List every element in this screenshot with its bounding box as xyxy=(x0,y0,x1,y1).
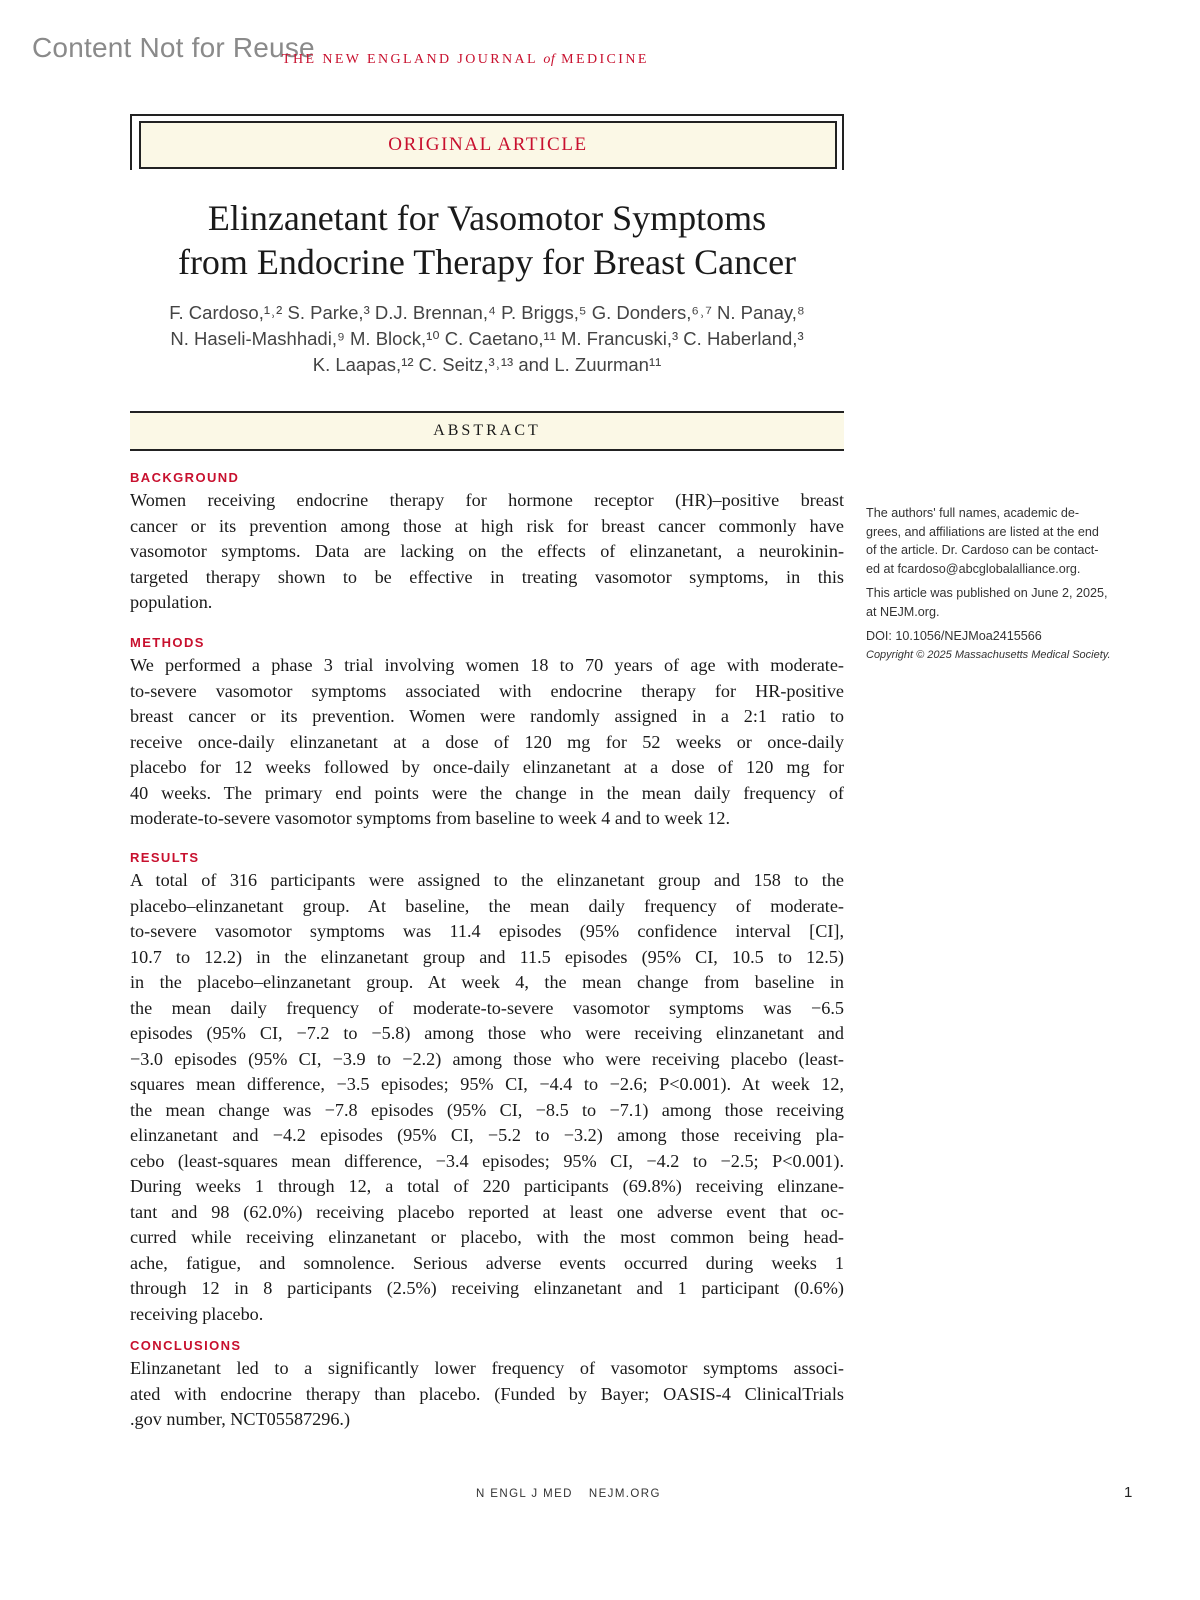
journal-name-post: MEDICINE xyxy=(555,52,649,67)
body-line: moderate-to-severe vasomotor symptoms from baseline to week 4 and to week 12. xyxy=(130,808,731,828)
section-heading: CONCLUSIONS xyxy=(130,1338,242,1353)
publication-note xyxy=(866,584,1156,621)
title-line: from Endocrine Therapy for Breast Cancer xyxy=(177,242,797,282)
section-body xyxy=(130,1356,844,1433)
section-heading: METHODS xyxy=(130,635,205,650)
sidebar-line: This article was published on June 2, 2025, xyxy=(866,586,1108,600)
page-number: 1 xyxy=(1124,1484,1133,1501)
section-body xyxy=(130,653,844,832)
body-line: placebo for 12 weeks followed by once-daily elinzanetant at a dose of 120 mg for xyxy=(130,757,844,777)
section-heading: BACKGROUND xyxy=(130,470,240,485)
sidebar-line: grees, and affiliations are listed at the end xyxy=(866,524,1099,539)
body-line: vasomotor symptoms. Data are lacking on the effects of elinzanetant, a neurokinin- xyxy=(130,541,844,561)
footer-site: NEJM.ORG xyxy=(588,1488,661,1500)
journal-name-pre: THE NEW ENGLAND JOURNAL xyxy=(282,52,544,67)
section-background xyxy=(130,468,844,616)
page-footer xyxy=(476,1488,661,1500)
doi-text: DOI: 10.1056/NEJMoa2415566 xyxy=(866,629,1042,643)
body-line: .gov number, NCT05587296.) xyxy=(130,1409,351,1429)
section-methods xyxy=(130,633,844,832)
body-line: receiving placebo. xyxy=(130,1303,264,1324)
section-body xyxy=(130,868,844,1327)
body-line: During weeks 1 through 12, a total of 220 participants (69.8%) receiving elinzane- xyxy=(130,1176,844,1196)
body-line: placebo–elinzanetant group. At baseline, the mean daily frequency of moderate- xyxy=(130,895,844,916)
body-line: 10.7 to 12.2) in the elinzanetant group and 11.5 episodes (95% CI, 10.5 to 12.5) xyxy=(130,946,844,967)
body-line: through 12 in 8 participants (2.5%) receiving elinzanetant and 1 participant (0.6%) xyxy=(130,1278,844,1298)
body-line: Elinzanetant led to a significantly lower frequency of vasomotor symptoms associ- xyxy=(130,1358,844,1378)
sidebar-line: of the article. Dr. Cardoso can be contact- xyxy=(866,543,1099,557)
article-sidebar xyxy=(866,504,1156,664)
body-line: the mean change was −7.8 episodes (95% CI, −8.5 to −7.1) among those receiving xyxy=(130,1099,844,1120)
affiliation-note xyxy=(866,504,1156,578)
author-line: N. Haseli-Mashhadi,⁹ M. Block,¹⁰ C. Caetano,¹¹ M. Francuski,³ C. Haberland,³ xyxy=(170,328,804,349)
section-results xyxy=(130,848,844,1327)
body-line: squares mean difference, −3.5 episodes; 95% CI, −4.4 to −2.6; P<0.001). At week 12, xyxy=(130,1074,844,1094)
body-line: We performed a phase 3 trial involving women 18 to 70 years of age with moderate- xyxy=(130,655,844,675)
body-line: receive once-daily elinzanetant at a dose of 120 mg for 52 weeks or once-daily xyxy=(130,731,844,752)
sidebar-line: ed at fcardoso@abcglobalalliance.org. xyxy=(866,561,1081,576)
watermark: Content Not for Reuse xyxy=(32,32,315,63)
sidebar-line: at NEJM.org. xyxy=(866,604,940,619)
body-line: in the placebo–elinzanetant group. At week 4, the mean change from baseline in xyxy=(130,972,844,992)
body-line: Women receiving endocrine therapy for hormone receptor (HR)–positive breast xyxy=(130,490,844,510)
sidebar-line: The authors' full names, academic de- xyxy=(866,506,1080,520)
body-line: targeted therapy shown to be effective in treating vasomotor symptoms, in this xyxy=(130,566,844,587)
body-line: to-severe vasomotor symptoms was 11.4 episodes (95% confidence interval [CI], xyxy=(130,921,844,941)
body-line: A total of 316 participants were assigned to the elinzanetant group and 158 to the xyxy=(130,870,844,890)
title-line: Elinzanetant for Vasomotor Symptoms xyxy=(207,198,767,238)
body-line: elinzanetant and −4.2 episodes (95% CI, −5.2 to −3.2) among those receiving pla- xyxy=(130,1125,844,1145)
section-body xyxy=(130,488,844,616)
journal-masthead xyxy=(282,52,649,68)
footer-journal-abbrev: N ENGL J MED xyxy=(476,1488,573,1500)
abstract-heading: ABSTRACT xyxy=(130,411,844,451)
author-list xyxy=(130,300,844,378)
copyright-text: Copyright © 2025 Massachusetts Medical Society. xyxy=(866,648,1111,661)
author-line: F. Cardoso,¹˒² S. Parke,³ D.J. Brennan,⁴ P. Briggs,⁵ G. Donders,⁶˒⁷ N. Panay,⁸ xyxy=(169,302,805,323)
body-line: curred while receiving elinzanetant or placebo, with the most common being head- xyxy=(130,1227,844,1247)
body-line: ache, fatigue, and somnolence. Serious adverse events occurred during weeks 1 xyxy=(130,1252,844,1273)
section-conclusions xyxy=(130,1336,844,1433)
body-line: breast cancer or its prevention. Women were randomly assigned in a 2:1 ratio to xyxy=(130,706,844,726)
article-type-label: ORIGINAL ARTICLE xyxy=(139,121,837,169)
body-line: tant and 98 (62.0%) receiving placebo reported at least one adverse event that oc- xyxy=(130,1201,844,1222)
journal-name-of: of xyxy=(543,52,556,67)
body-line: the mean daily frequency of moderate-to-severe vasomotor symptoms was −6.5 xyxy=(130,997,844,1018)
body-line: −3.0 episodes (95% CI, −3.9 to −2.2) among those who were receiving placebo (least- xyxy=(130,1048,844,1069)
body-line: to-severe vasomotor symptoms associated with endocrine therapy for HR-positive xyxy=(130,680,844,701)
body-line: population. xyxy=(130,592,213,612)
doi-block xyxy=(866,627,1156,664)
body-line: cebo (least-squares mean difference, −3.4 episodes; 95% CI, −4.2 to −2.5; P<0.001). xyxy=(130,1150,844,1171)
section-heading: RESULTS xyxy=(130,850,200,865)
author-line: K. Laapas,¹² C. Seitz,³˒¹³ and L. Zuurman¹¹ xyxy=(312,354,662,375)
article-title xyxy=(130,196,844,284)
body-line: episodes (95% CI, −7.2 to −5.8) among those who were receiving elinzanetant and xyxy=(130,1023,844,1043)
body-line: 40 weeks. The primary end points were the change in the mean daily frequency of xyxy=(130,782,844,803)
body-line: ated with endocrine therapy than placebo. (Funded by Bayer; OASIS-4 ClinicalTrials xyxy=(130,1383,844,1404)
body-line: cancer or its prevention among those at high risk for breast cancer commonly have xyxy=(130,515,844,536)
